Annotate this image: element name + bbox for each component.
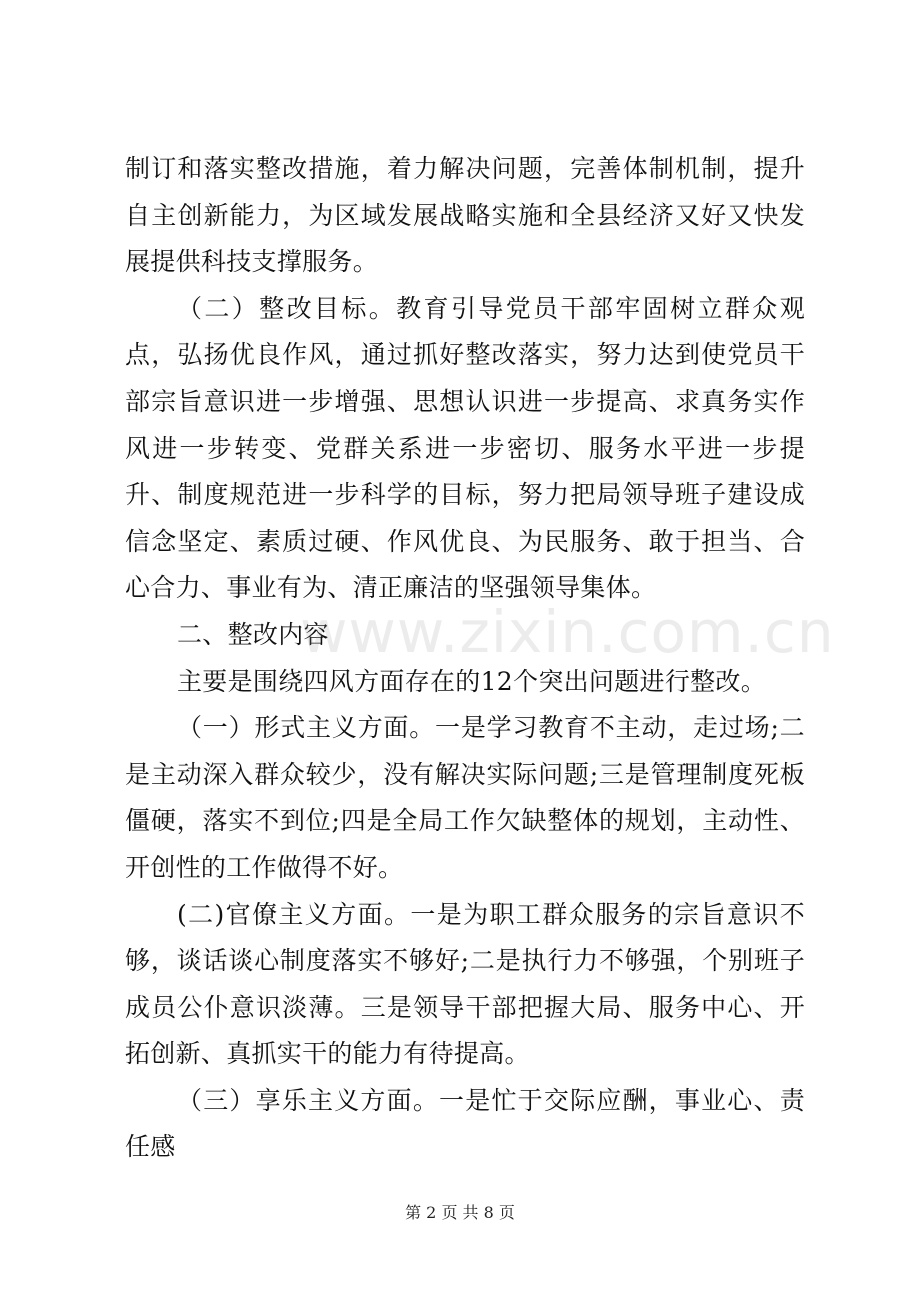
paragraph-1: 制订和落实整改措施，着力解决问题，完善体制机制，提升自主创新能力，为区域发展战略实施和全县经济又好又快发展提供科技支撑服务。 xyxy=(125,154,805,277)
document-body xyxy=(125,146,805,1171)
paragraph-4: （一）形式主义方面。一是学习教育不主动，走过场;二是主动深入群众较少，没有解决实际问题;三是管理制度死板僵硬，落实不到位;四是全局工作欠缺整体的规划，主动性、开创性的工作做得不好。 xyxy=(125,713,805,882)
paragraph-5: (二)官僚主义方面。一是为职工群众服务的宗旨意识不够，谈话谈心制度落实不够好;二是执行力不够强，个别班子成员公仆意识淡薄。三是领导干部把握大局、服务中心、开拓创新、真抓实干的能力有待提高。 xyxy=(125,899,805,1069)
paragraph-6: （三）享乐主义方面。一是忙于交际应酬，事业心、责任感 xyxy=(125,1085,805,1162)
watermark: www.zixin.com.cn xyxy=(300,598,835,666)
paragraph-2: （二）整改目标。教育引导党员干部牢固树立群众观点，弘扬优良作风，通过抓好整改落实，努力达到使党员干部宗旨意识进一步增强、思想认识进一步提高、求真务实作风进一步转变、党群关系进一步密切、服务水平进一步提升、制度规范进一步科学的目标，努力把局领导班子建设成信念坚定、素质过硬、作风优良、为民服务、敢于担当、合心合力、事业有为、清正廉洁的坚强领导集体。 xyxy=(125,293,805,603)
section-heading: 二、整改内容 xyxy=(177,619,329,649)
page-footer: 第 2 页 共 8 页 xyxy=(405,1203,515,1222)
paragraph-3: 主要是围绕四风方面存在的12个突出问题进行整改。 xyxy=(177,666,767,696)
